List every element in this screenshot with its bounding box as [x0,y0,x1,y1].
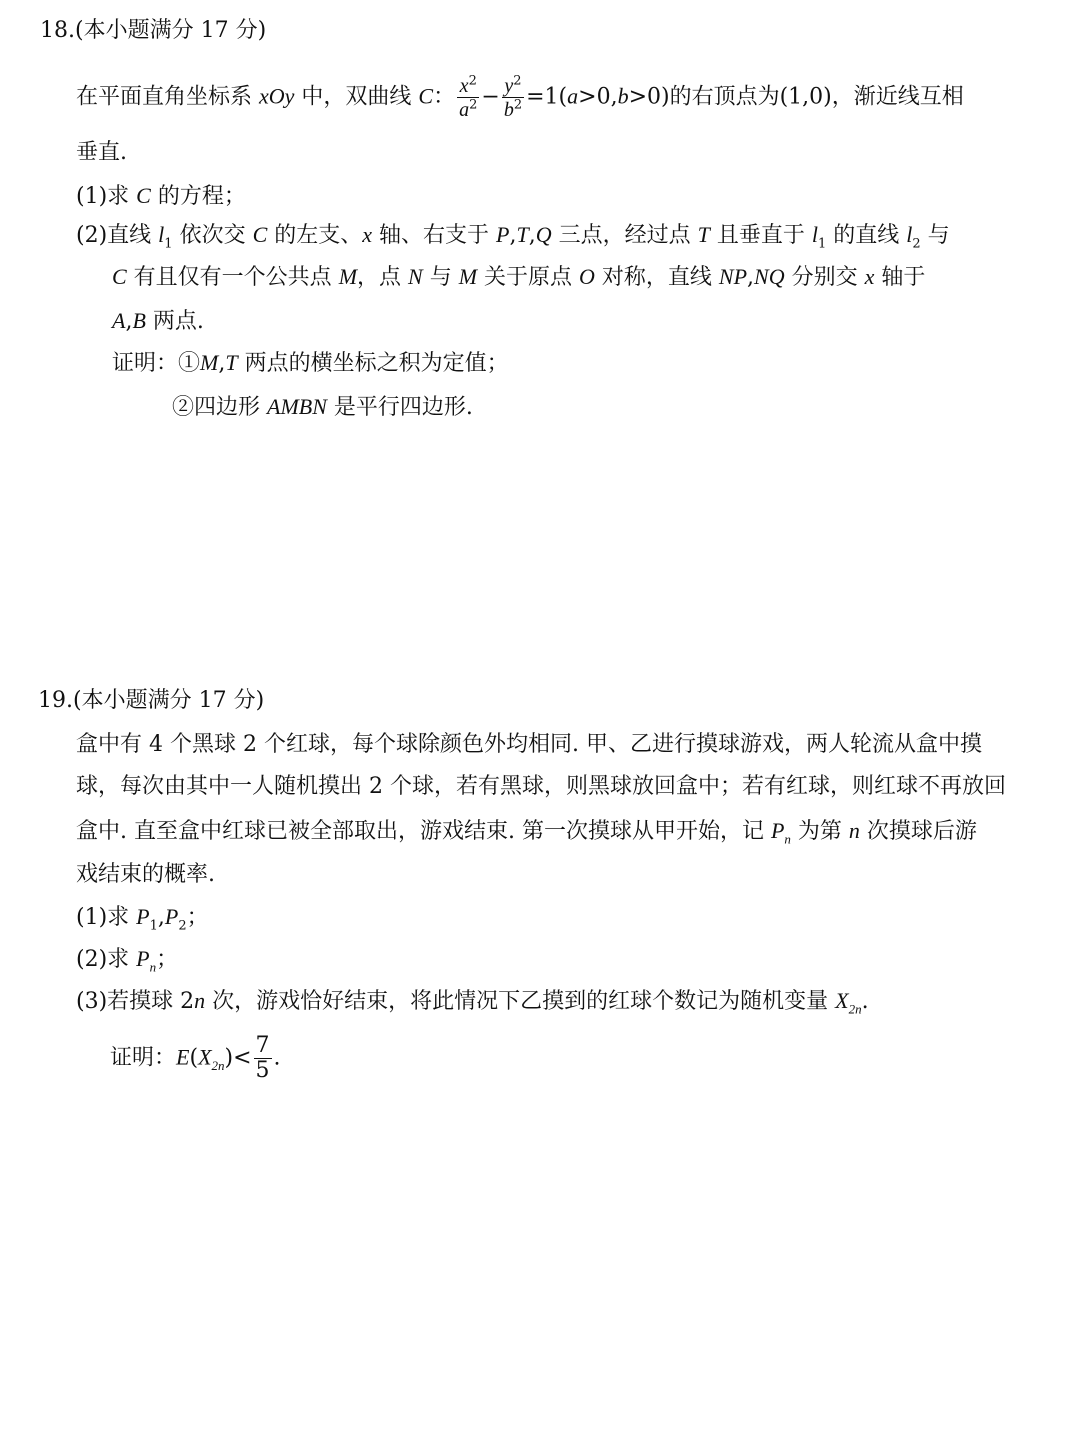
math-var: C [136,183,151,208]
problem-19-statement-line-3 [76,818,977,845]
text-run: , [747,265,755,290]
text-run: ； [156,947,179,972]
math-var: l [906,222,913,247]
text-run: 在平面直角坐标系 [76,84,259,110]
fraction-numerator: 7 [255,1033,270,1058]
problem-18-proof-2 [172,394,473,421]
math-var: M [458,264,478,289]
subscript: n [149,959,157,975]
problem-19-statement-line-1 [76,732,982,758]
fraction-x2-a2 [457,74,479,121]
text-run: 的方程； [150,184,246,209]
math-var: l [811,222,818,247]
text-run: 的直线 [826,223,907,248]
text-run: 的右顶点为(1,0)，渐近线互相 [669,84,964,110]
math-var: A [112,308,126,333]
math-var: l [158,222,165,247]
fraction-y2-b2 [502,74,524,121]
text-run: , [509,223,517,248]
problem-19-proof [110,1034,281,1083]
problem-score: (本小题满分 17 分) [75,18,267,43]
text-run: (1)求 [76,184,137,209]
text-run: 关于原点 [477,265,580,290]
text-run: 四边形 [194,395,268,420]
math-var: P [496,222,510,247]
exponent: 2 [513,73,522,89]
text-run: >0, [578,84,618,110]
subscript: 1 [164,236,173,252]
problem-18-statement-line-2 [76,140,127,166]
text-run: . [273,1045,281,1071]
circled-number: ① [178,351,201,376]
problem-19-statement-line-2 [76,774,1006,800]
math-var: x [362,222,373,247]
problem-19-question-1 [76,904,209,934]
text-run: 三点，经过点 [551,223,698,248]
math-var: T [697,222,710,247]
text-run: , [157,905,165,930]
text-run: 垂直. [76,140,127,165]
text-run: (1)求 [76,905,137,930]
exponent: 2 [469,97,478,113]
math-var: C [112,264,127,289]
problem-19-question-3 [76,988,869,1015]
text-run: 戏结束的概率. [76,862,215,887]
text-run: . [861,989,869,1014]
problem-19-question-2 [76,946,178,973]
text-run: , [125,309,133,334]
text-run: 且垂直于 [709,223,812,248]
problem-18-proof-1 [112,350,509,377]
math-var: O [579,264,595,289]
text-run: 为第 [790,819,849,844]
text-run: 两点的横坐标之积为定值； [237,351,509,376]
math-var: AMBN [267,394,327,419]
proof-label: 证明： [112,351,179,376]
problem-19-header [38,688,264,714]
math-var: E [176,1044,190,1070]
problem-18-question-2-line-2 [112,264,925,291]
problem-number: 18. [40,18,75,43]
math-var: a [459,99,470,121]
text-run: 对称，直线 [594,265,719,290]
math-var: b [617,83,629,109]
text-run: 次摸球后游 [859,819,977,844]
text-run: 两点. [145,309,204,334]
problem-19-statement-line-4 [76,862,215,888]
math-var: n [848,818,860,843]
subscript: 2n [211,1058,225,1074]
subscript: 2n [848,1001,862,1017]
math-var: T [516,222,529,247]
math-var: NP [718,264,748,289]
text-run: ，点 [357,265,409,290]
math-var: N [408,264,423,289]
math-var: M [200,350,219,375]
text-run: (3)若摸球 2 [76,989,195,1014]
circled-number: ② [172,395,195,420]
subscript: 2 [178,918,187,934]
text-run: 有且仅有一个公共点 [126,265,339,290]
text-run: ； [186,905,209,930]
math-var: C [252,222,268,247]
problem-18-question-1 [76,183,246,210]
text-run: , [528,223,536,248]
text-run: 球，每次由其中一人随机摸出 2 个球，若有黑球，则黑球放回盒中；若有红球，则红球不再放回 [76,774,1006,799]
math-var: x [864,264,875,289]
text-run: , [218,351,226,376]
text-run: ( [189,1045,199,1071]
math-var: X [198,1044,212,1070]
text-run: 是平行四边形. [326,395,473,420]
fraction-7-5 [254,1034,272,1083]
text-run: 轴于 [874,265,926,290]
math-var: P [136,946,150,971]
problem-18-question-2-line-3 [112,308,204,335]
problem-18-header [40,18,266,44]
text-run: 盒中. 直至盒中红球已被全部取出，游戏结束. 第一次摸球从甲开始，记 [76,819,771,844]
math-var: Q [535,222,552,247]
text-run: 与 [920,223,950,248]
text-run: 分别交 [784,265,865,290]
math-var: x [459,75,469,97]
text-run: ： [433,84,456,110]
text-run: 中，双曲线 [294,84,419,110]
text-run: (2)直线 [76,223,159,248]
math-var: P [164,904,179,929]
text-run: − [481,84,500,110]
subscript: n [784,831,791,847]
text-run: 与 [422,265,459,290]
problem-score: (本小题满分 17 分) [73,688,265,713]
math-var: T [225,350,238,375]
exponent: 2 [468,73,477,89]
math-var: C [418,83,434,109]
math-var: X [835,988,849,1013]
text-run: 盒中有 4 个黑球 2 个红球，每个球除颜色外均相同. 甲、乙进行摸球游戏，两人轮流从盒中摸 [76,732,982,757]
subscript: 2 [912,236,921,252]
problem-18-question-2-line-1 [76,222,950,252]
math-var: P [136,904,150,929]
math-var: NQ [754,264,785,289]
problem-18-statement-line-1 [76,74,964,121]
math-var: a [567,83,579,109]
problem-number: 19. [38,688,73,713]
text-run: =1( [526,84,568,110]
text-run: 轴、右支于 [372,223,497,248]
exponent: 2 [513,97,523,113]
math-var: B [132,308,146,333]
math-var: y [504,75,514,97]
text-run: 依次交 [172,223,253,248]
subscript: 1 [818,236,827,252]
math-var: xOy [259,83,295,109]
text-run: (2)求 [76,947,137,972]
math-var: b [503,99,514,121]
text-run: )< [224,1045,252,1071]
text-run: 次，游戏恰好结束，将此情况下乙摸到的红球个数记为随机变量 [205,989,836,1014]
math-var: M [338,264,358,289]
proof-label: 证明： [110,1045,177,1071]
text-run: >0) [628,84,670,110]
text-run: 的左支、 [267,223,363,248]
math-var: n [194,988,206,1013]
subscript: 1 [149,918,158,934]
fraction-denominator: 5 [255,1058,270,1084]
math-var: P [770,818,785,843]
